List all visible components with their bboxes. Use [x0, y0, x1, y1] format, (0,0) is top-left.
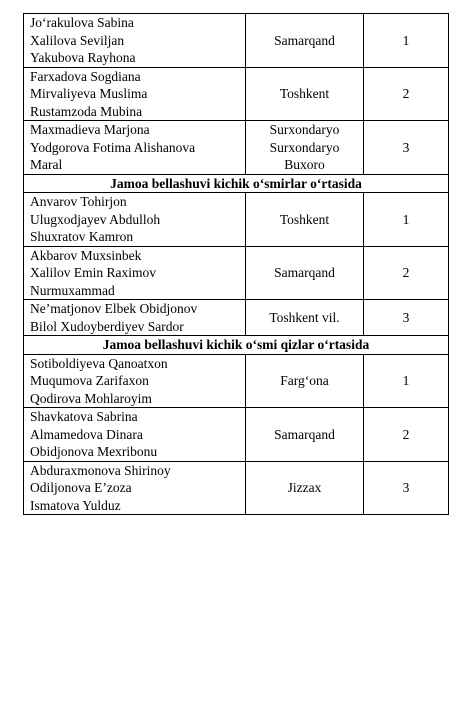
member-name: Ulugxodjayev Abdulloh [30, 211, 161, 227]
region-cell [246, 246, 364, 300]
place-cell: 1 [364, 354, 449, 408]
table-row [24, 14, 449, 68]
member-name: Rustamzoda Mubina [30, 103, 143, 119]
table-row [24, 246, 449, 300]
team-members-cell [24, 14, 246, 68]
member-name: Odiljonova E’zoza [30, 480, 132, 495]
table-row [24, 300, 449, 336]
region-cell [246, 67, 364, 121]
member-name: Nurmuxammad [30, 282, 115, 298]
place-cell: 3 [364, 121, 449, 175]
region-name: Toshkent [279, 86, 330, 101]
member-name: Almamedova Dinara [30, 426, 143, 442]
table-row [24, 354, 449, 408]
region-cell [246, 193, 364, 247]
region-cell [246, 121, 364, 175]
region-name: Toshkent [279, 211, 330, 227]
team-members-cell [24, 461, 246, 515]
region-name: Surxondaryo [269, 139, 340, 155]
place-cell: 2 [364, 67, 449, 121]
member-name: Yakubova Rayhona [30, 50, 136, 65]
section-title: Jamoa bellashuvi kichik o‘smi qizlar o‘rtasida [24, 336, 449, 355]
table-row [24, 193, 449, 247]
region-cell [246, 354, 364, 408]
member-name: Jo‘rakulova Sabina [30, 15, 134, 30]
section-header-row [24, 336, 449, 355]
member-name: Ismatova Yulduz [30, 497, 121, 513]
place-cell: 1 [364, 14, 449, 68]
region-name: Jizzax [287, 480, 322, 495]
member-name: Anvarov Tohirjon [30, 194, 127, 209]
place-cell: 1 [364, 193, 449, 247]
region-name: Farg‘ona [280, 373, 329, 388]
team-members-cell [24, 67, 246, 121]
table-row [24, 461, 449, 515]
section-title: Jamoa bellashuvi kichik o‘smirlar o‘rtasida [24, 174, 449, 193]
member-name: Muqumova Zarifaxon [30, 373, 149, 388]
team-members-cell [24, 246, 246, 300]
team-members-cell [24, 121, 246, 175]
member-name: Abduraxmonova Shirinoy [30, 462, 171, 478]
region-name: Buxoro [284, 157, 325, 172]
place-cell: 3 [364, 461, 449, 515]
member-name: Maxmadieva Marjona [30, 122, 150, 137]
member-name: Shuxratov Kamron [30, 229, 134, 244]
region-name: Samarqand [274, 426, 335, 442]
region-cell [246, 300, 364, 336]
member-name: Bilol Xudoyberdiyev Sardor [30, 318, 184, 334]
region-name: Surxondaryo [269, 122, 340, 137]
place-cell: 3 [364, 300, 449, 336]
region-cell [246, 461, 364, 515]
team-members-cell [24, 354, 246, 408]
team-members-cell [24, 193, 246, 247]
member-name: Akbarov Muxsinbek [30, 247, 142, 263]
member-name: Xalilova Seviljan [30, 32, 125, 48]
region-name: Samarqand [274, 32, 335, 48]
place-cell: 2 [364, 408, 449, 462]
region-cell [246, 408, 364, 462]
member-name: Qodirova Mohlaroyim [30, 390, 152, 406]
table-row [24, 121, 449, 175]
table-row [24, 67, 449, 121]
region-name: Toshkent vil. [269, 309, 340, 325]
member-name: Yodgorova Fotima Alishanova [30, 139, 196, 155]
member-name: Maral [30, 157, 63, 172]
results-table [23, 13, 449, 515]
member-name: Mirvaliyeva Muslima [30, 86, 148, 101]
region-cell [246, 14, 364, 68]
member-name: Ne’matjonov Elbek Obidjonov [30, 301, 198, 316]
member-name: Xalilov Emin Raximov [30, 265, 156, 280]
section-header-row [24, 174, 449, 193]
place-cell: 2 [364, 246, 449, 300]
region-name: Samarqand [274, 265, 335, 280]
member-name: Shavkatova Sabrina [30, 409, 138, 424]
team-members-cell [24, 300, 246, 336]
member-name: Farxadova Sogdiana [30, 68, 141, 84]
member-name: Obidjonova Mexribonu [30, 444, 158, 459]
table-row [24, 408, 449, 462]
team-members-cell [24, 408, 246, 462]
member-name: Sotiboldiyeva Qanoatxon [30, 355, 168, 371]
